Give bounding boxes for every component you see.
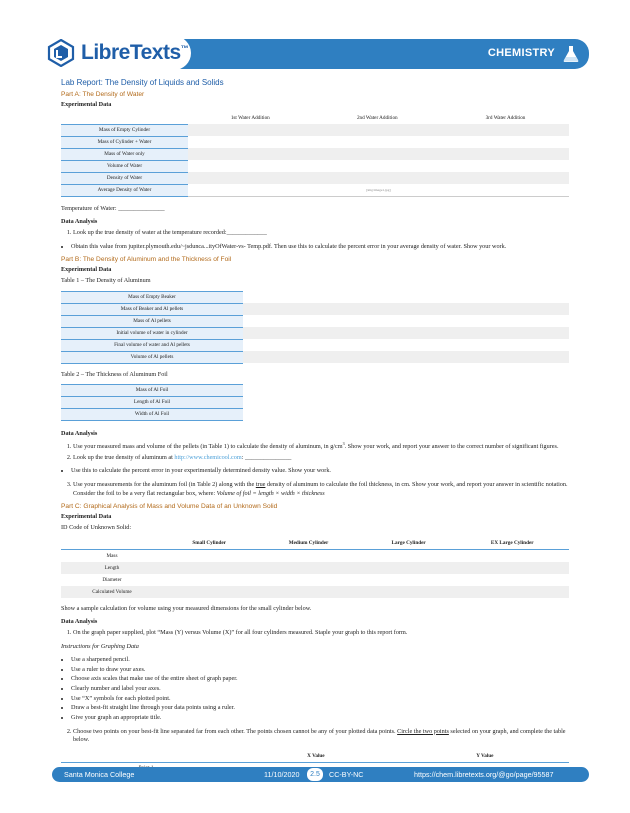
row-label: Initial volume of water in cylinder: [61, 327, 243, 339]
part-a-heading: Part A: The Density of Water: [61, 91, 145, 98]
page-footer: [52, 767, 589, 782]
part-b-analysis-list: [73, 441, 569, 462]
list-item: 1. On the graph paper supplied, plot “Mass (Y) versus Volume (X)” for all four cylinders measured. Staple your graph to this report form.: [73, 629, 569, 638]
temperature-line: Temperature of Water: _______________: [61, 204, 165, 212]
table-row: [61, 408, 569, 420]
list-item: • Choose axis scales that make use of the entire sheet of graph paper.: [71, 675, 569, 684]
data-cell[interactable]: [188, 160, 313, 172]
row-label: Mass of Al Foil: [61, 384, 243, 396]
list-item: • Use a sharpened pencil.: [71, 656, 569, 665]
row-label: Calculated Volume: [61, 586, 163, 598]
footer-org: Santa Monica College: [64, 770, 135, 779]
page-number-badge: 2.5: [307, 768, 323, 781]
data-cell[interactable]: [243, 351, 569, 363]
data-cell[interactable]: [313, 160, 442, 172]
header-bar: [175, 39, 589, 69]
unknown-solid-table: [61, 538, 569, 598]
part-b-bullets: [71, 467, 569, 476]
data-cell[interactable]: [313, 148, 442, 160]
data-cell[interactable]: [442, 160, 569, 172]
column-header: 2nd Water Addition: [356, 115, 398, 121]
table2-caption: Table 2 – The Thickness of Aluminum Foil: [61, 370, 168, 378]
column-header: [61, 750, 231, 762]
data-cell[interactable]: [455, 550, 569, 562]
data-cell[interactable]: [442, 124, 569, 136]
data-cell[interactable]: [163, 586, 255, 598]
table-row: [61, 339, 569, 351]
list-item: • Use a ruler to draw your axes.: [71, 666, 569, 675]
table-row: [61, 291, 569, 303]
flask-icon: [563, 45, 579, 63]
list-item: 2. Choose two points on your best-fit line separated far from each other. The points chosen cannot be any of your plotted data points. Circle the two points selected on your graph, and complete the table below.: [73, 728, 569, 745]
table-row: [61, 327, 569, 339]
row-label: Mass of Beaker and Al pellets: [61, 303, 243, 315]
row-label: Width of Al Foil: [61, 408, 243, 420]
column-header: [61, 538, 163, 550]
merged-cell: [188, 184, 569, 196]
table-row: [61, 384, 569, 396]
row-label: Density of Water: [61, 172, 188, 184]
list-item: • Draw a best-fit straight line through your data points using a ruler.: [71, 704, 569, 713]
table-row: [61, 315, 569, 327]
libretexts-logo-icon: [47, 39, 75, 67]
list-item: • Use “X” symbols for each plotted point.: [71, 695, 569, 704]
table-row: [61, 148, 569, 160]
list-item: 3. Use your measurements for the aluminum foil (in Table 2) along with the true density of aluminum to calculate the foil thickness, in cm. Show your work, and report your answer in scientific notation. Consider the foil to be a very flat rectangular box, where: Volume of foil = length × width × thickness: [73, 481, 569, 498]
table-row: [61, 136, 569, 148]
data-cell[interactable]: [243, 339, 569, 351]
graphing-instructions: [71, 656, 569, 723]
row-label: Length of Al Foil: [61, 396, 243, 408]
part-a-exp-label: Experimental Data: [61, 101, 112, 108]
data-cell[interactable]: [243, 396, 569, 408]
data-cell[interactable]: [243, 291, 569, 303]
data-cell[interactable]: [313, 172, 442, 184]
table-header-row: [61, 750, 569, 762]
part-c-analysis-list: [73, 629, 569, 638]
list-item: 1. Look up the true density of water at the temperature recorded:_____________: [73, 229, 569, 238]
document-body: [61, 78, 569, 774]
row-label: Mass of Cylinder + Water: [61, 136, 188, 148]
table-row: [61, 586, 569, 598]
table-row: [61, 160, 569, 172]
data-cell[interactable]: [243, 315, 569, 327]
part-c-heading: Part C: Graphical Analysis of Mass and Volume Data of an Unknown Solid: [61, 503, 278, 511]
row-label: Volume of Water: [61, 160, 188, 172]
row-label: Volume of Al pellets: [61, 351, 243, 363]
chemicool-link[interactable]: http://www.chemicool.com: [174, 453, 242, 461]
row-label: Mass: [106, 552, 118, 559]
data-cell[interactable]: [163, 562, 255, 574]
row-label: Diameter: [102, 576, 122, 583]
part-b-analysis-label: Data Analysis: [61, 429, 98, 437]
data-cell[interactable]: [243, 303, 569, 315]
part-c-exp-label: Experimental Data: [61, 513, 112, 521]
image-placeholder: [img/image1.jpg]: [366, 187, 391, 192]
table-row: [61, 172, 569, 184]
part-b-heading: Part B: The Density of Aluminum and the Thickness of Foil: [61, 256, 232, 264]
data-cell[interactable]: [163, 574, 255, 586]
aluminum-density-table: [61, 291, 569, 364]
footer-license: CC-BY-NC: [329, 770, 364, 779]
table-row: [61, 184, 569, 196]
part-a-analysis-list: [73, 229, 569, 238]
sample-calc-line: Show a sample calculation for volume using your measured dimensions for the small cylinder below.: [61, 604, 312, 612]
list-item: • Use this to calculate the percent error in your experimentally determined density value. Show your work.: [71, 467, 569, 476]
libretexts-logo[interactable]: [41, 36, 191, 70]
data-cell[interactable]: [188, 172, 313, 184]
part-b-analysis-list-cont: [73, 481, 569, 498]
subject-label: CHEMISTRY: [487, 47, 555, 59]
table-row: [61, 351, 569, 363]
row-label: Mass of Empty Cylinder: [61, 124, 188, 136]
data-cell[interactable]: [255, 574, 361, 586]
data-cell[interactable]: [243, 408, 569, 420]
part-c-analysis-label: Data Analysis: [61, 618, 98, 626]
data-cell[interactable]: [442, 136, 569, 148]
data-cell[interactable]: [243, 327, 569, 339]
data-cell[interactable]: [455, 574, 569, 586]
column-header: EX Large Cylinder: [455, 538, 569, 550]
part-c-analysis-list-cont: [73, 728, 569, 745]
foil-formula: Volume of foil = length × width × thickness: [216, 489, 325, 497]
data-cell[interactable]: [255, 586, 361, 598]
footer-url[interactable]: https://chem.libretexts.org/@go/page/95587: [414, 770, 554, 779]
data-cell[interactable]: [313, 136, 442, 148]
brand-name: LibreTexts™: [81, 41, 189, 64]
list-item: 1. Use your measured mass and volume of the pellets (in Table 1) to calculate the density of aluminum, in $g/cm^3$. Show your work, and report your answer to the correct number of significant figures.: [73, 441, 569, 452]
part-b-exp-label: Experimental Data: [61, 266, 112, 274]
data-cell[interactable]: [188, 124, 313, 136]
data-cell[interactable]: [442, 148, 569, 160]
data-cell[interactable]: [442, 172, 569, 184]
data-cell[interactable]: [362, 574, 456, 586]
row-label: Mass of Water only: [61, 148, 188, 160]
table-row: [61, 396, 569, 408]
column-header: Medium Cylinder: [255, 538, 361, 550]
list-item: • Give your graph an appropriate title.: [71, 714, 569, 723]
column-header: 3rd Water Addition: [485, 115, 526, 121]
data-cell[interactable]: [362, 586, 456, 598]
column-header: X Value: [231, 750, 401, 762]
table-row: [61, 562, 569, 574]
data-cell[interactable]: [455, 562, 569, 574]
column-header: [61, 112, 188, 124]
row-label: Mass of Empty Beaker: [61, 291, 243, 303]
row-label: Length: [61, 562, 163, 574]
column-header: Y Value: [401, 750, 569, 762]
data-cell[interactable]: [163, 550, 255, 562]
id-code-line: ID Code of Unknown Solid:: [61, 524, 132, 532]
data-cell[interactable]: [313, 124, 442, 136]
data-cell[interactable]: [188, 136, 313, 148]
column-header: Small Cylinder: [163, 538, 255, 550]
page-header: [41, 36, 589, 70]
list-item: • Obtain this value from jupiter.plymouth.edu/~jsdunca...ityOfWater-vs- Temp.pdf. Then use this to calculate the percent error in your average density of water. Show your work.: [71, 243, 569, 252]
table-row: [61, 303, 569, 315]
part-a-bullets: [71, 243, 569, 252]
list-item: • Clearly number and label your axes.: [71, 685, 569, 694]
data-cell[interactable]: [188, 148, 313, 160]
row-label: Average Density of Water: [61, 184, 188, 196]
page-title: Lab Report: The Density of Liquids and Solids: [61, 78, 224, 87]
data-cell[interactable]: [362, 562, 456, 574]
footer-date: 11/10/2020: [264, 770, 300, 779]
row-label: Mass of Al pellets: [61, 315, 243, 327]
table-row: [61, 574, 569, 586]
data-cell[interactable]: [243, 384, 569, 396]
list-item: 2. Look up the true density of aluminum at http://www.chemicool.com: _______________: [73, 454, 569, 463]
table-row: [61, 550, 569, 562]
table-header-row: [61, 538, 569, 550]
table1-caption: Table 1 – The Density of Aluminum: [61, 277, 151, 285]
column-header: 1st Water Addition: [230, 115, 270, 121]
table-row: [61, 124, 569, 136]
table-header-row: [61, 112, 569, 124]
data-cell[interactable]: [362, 550, 456, 562]
data-cell[interactable]: [455, 586, 569, 598]
row-label: Final volume of water and Al pellets: [61, 339, 243, 351]
data-cell[interactable]: [255, 562, 361, 574]
foil-thickness-table: [61, 384, 569, 421]
part-a-analysis-label: Data Analysis: [61, 217, 98, 225]
water-density-table: [61, 112, 569, 197]
column-header: Large Cylinder: [362, 538, 456, 550]
data-cell[interactable]: [255, 550, 361, 562]
graphing-instructions-label: Instructions for Graphing Data: [61, 642, 139, 650]
